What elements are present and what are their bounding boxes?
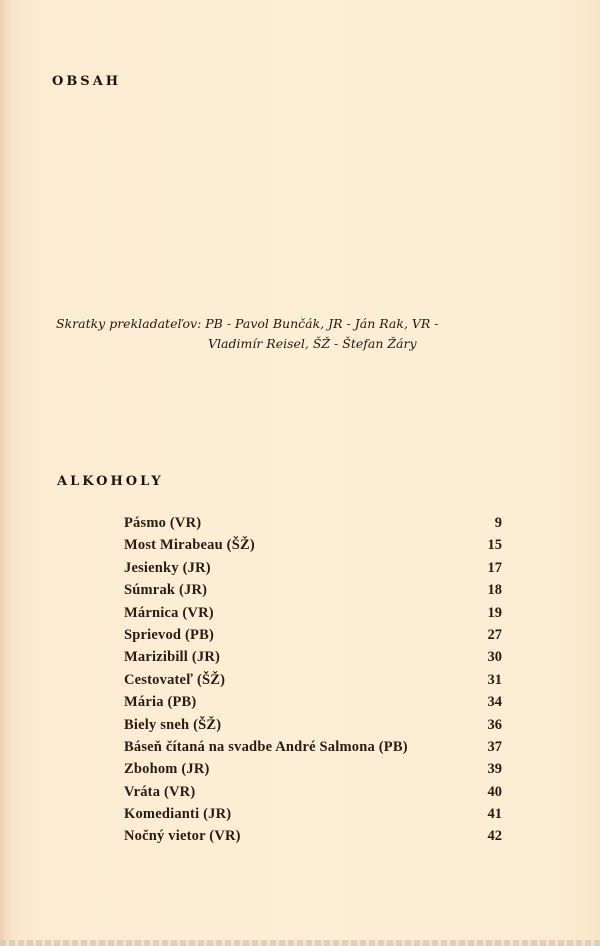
- toc-entry-page-number: 27: [487, 626, 502, 643]
- toc-entry: [124, 825, 504, 847]
- section-heading-alkoholy: ALKOHOLY: [57, 474, 164, 489]
- page-bottom-edge: [0, 940, 600, 946]
- toc-entry-title: Marizibill (JR): [124, 649, 221, 666]
- toc-entry: [124, 624, 504, 646]
- toc-entry-title: Báseň čítaná na svadbe André Salmona (PB): [124, 738, 408, 755]
- toc-entry-title: Pásmo (VR): [124, 515, 202, 531]
- toc-entry-page-number: 41: [487, 806, 502, 823]
- toc-entry-page-number: 15: [487, 537, 502, 554]
- toc-entry: [124, 602, 504, 624]
- toc-entry: [124, 781, 504, 803]
- toc-entry: [124, 579, 504, 601]
- translators-abbreviations-note: [56, 314, 439, 354]
- toc-entry-page-number: 36: [487, 716, 502, 733]
- toc-entry-page-number: 17: [487, 559, 502, 576]
- toc-entry-page-number: 40: [487, 783, 502, 800]
- toc-entry-page-number: 37: [487, 738, 502, 755]
- toc-entry: [124, 758, 504, 780]
- toc-entry-title: Cestovateľ (ŠŽ): [124, 671, 226, 688]
- toc-entry: [124, 803, 504, 825]
- toc-entry-page-number: 31: [487, 671, 502, 688]
- toc-entry-title: Mária (PB): [124, 694, 197, 711]
- toc-entry-page-number: 19: [487, 604, 502, 621]
- toc-entry-page-number: 18: [487, 582, 502, 599]
- toc-entry: [124, 736, 504, 758]
- toc-entry-page-number: 34: [487, 694, 502, 711]
- toc-entry-title: Márnica (VR): [124, 604, 214, 621]
- toc-entry-title: Jesienky (JR): [124, 559, 211, 576]
- toc-entry-title: Nočný vietor (VR): [124, 828, 241, 845]
- table-of-contents-list: [124, 512, 504, 848]
- toc-entry-page-number: 39: [487, 761, 502, 778]
- toc-entry-page-number: 9: [494, 515, 502, 531]
- toc-entry-title: Zbohom (JR): [124, 761, 210, 778]
- toc-entry-page-number: 42: [487, 828, 502, 845]
- page-title: OBSAH: [52, 74, 122, 89]
- toc-entry-title: Biely sneh (ŠŽ): [124, 716, 222, 733]
- toc-entry-page-number: 30: [487, 649, 502, 666]
- toc-entry: [124, 691, 504, 713]
- toc-entry: [124, 669, 504, 691]
- toc-entry-title: Komedianti (JR): [124, 806, 232, 823]
- translators-note-line-2: Vladimír Reisel, ŠŽ - Štefan Žáry: [208, 336, 417, 351]
- toc-entry: [124, 534, 504, 556]
- toc-entry: [124, 512, 504, 534]
- toc-entry: [124, 646, 504, 668]
- translators-note-line-1: Skratky prekladateľov: PB - Pavol Bunčák, JR - Ján Rak, VR -: [56, 316, 439, 331]
- toc-entry: [124, 557, 504, 579]
- toc-entry-title: Súmrak (JR): [124, 582, 208, 599]
- toc-entry-title: Vráta (VR): [124, 783, 196, 800]
- toc-entry: [124, 714, 504, 736]
- toc-entry-title: Sprievod (PB): [124, 626, 215, 643]
- toc-entry-title: Most Mirabeau (ŠŽ): [124, 537, 255, 554]
